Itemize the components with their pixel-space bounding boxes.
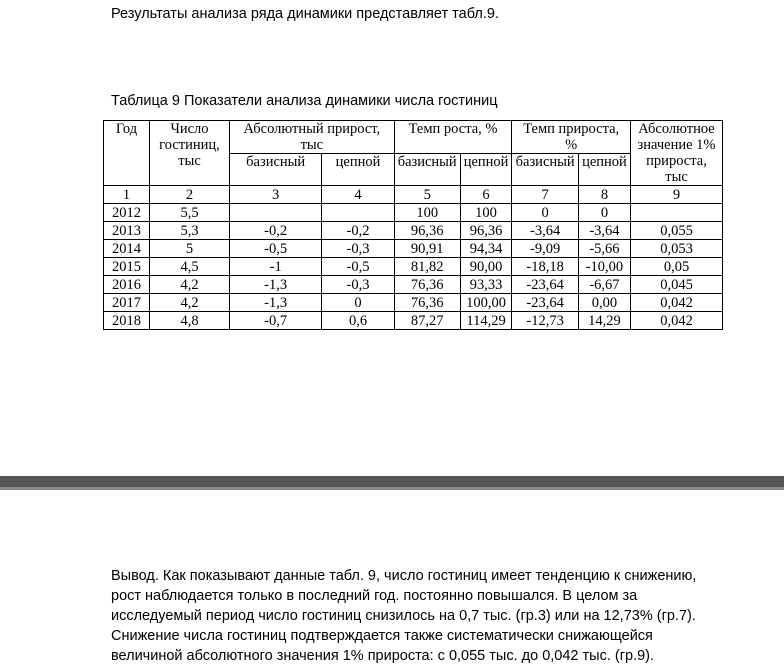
column-number: 3 bbox=[230, 186, 322, 204]
header-abs-growth: Абсолютный прирост, тыс bbox=[230, 121, 395, 154]
table-cell: 93,33 bbox=[460, 276, 512, 294]
table-cell: 0,042 bbox=[631, 312, 723, 330]
table-cell: 87,27 bbox=[394, 312, 460, 330]
table-cell: 100 bbox=[394, 204, 460, 222]
subheader-chain: цепной bbox=[578, 154, 630, 186]
table-cell: 4,8 bbox=[150, 312, 230, 330]
table-cell: -5,66 bbox=[578, 240, 630, 258]
table-body bbox=[104, 186, 723, 330]
table-cell: -0,7 bbox=[230, 312, 322, 330]
table-row bbox=[104, 204, 723, 222]
column-number: 2 bbox=[150, 186, 230, 204]
table-cell: 2015 bbox=[104, 258, 150, 276]
table-cell: -9,09 bbox=[512, 240, 578, 258]
table-cell bbox=[322, 204, 394, 222]
column-number: 4 bbox=[322, 186, 394, 204]
table-cell: 0,055 bbox=[631, 222, 723, 240]
table-cell: -23,64 bbox=[512, 276, 578, 294]
table-cell: -23,64 bbox=[512, 294, 578, 312]
table-cell: -0,5 bbox=[230, 240, 322, 258]
table-cell: 4,2 bbox=[150, 294, 230, 312]
table-cell: 5 bbox=[150, 240, 230, 258]
table-row bbox=[104, 276, 723, 294]
table-cell: 5,3 bbox=[150, 222, 230, 240]
table-cell: 2017 bbox=[104, 294, 150, 312]
header-count: Число гостиниц, тыс bbox=[150, 121, 230, 186]
intro-text: Результаты анализа ряда динамики представляет табл.9. bbox=[111, 6, 499, 22]
table-cell: 96,36 bbox=[394, 222, 460, 240]
subheader-basic: базисный bbox=[230, 154, 322, 186]
table-cell: -18,18 bbox=[512, 258, 578, 276]
table-cell: -6,67 bbox=[578, 276, 630, 294]
header-abs-value: Абсолютное значение 1% прироста, тыс bbox=[631, 121, 723, 186]
table-cell: 2014 bbox=[104, 240, 150, 258]
table-cell: 90,00 bbox=[460, 258, 512, 276]
table-cell: 0,05 bbox=[631, 258, 723, 276]
table-cell: -1 bbox=[230, 258, 322, 276]
table-cell: -0,2 bbox=[322, 222, 394, 240]
column-number: 7 bbox=[512, 186, 578, 204]
column-number-row bbox=[104, 186, 723, 204]
column-number: 1 bbox=[104, 186, 150, 204]
table-row bbox=[104, 222, 723, 240]
conclusion-text: Вывод. Как показывают данные табл. 9, число гостиниц имеет тенденцию к снижению, рост наблюдается только в последний год. постоянно повышался. В целом за исследуемый период число гостиниц снизилось на 0,7 тыс. (гр.3) или на 12,73% (гр.7). Снижение числа гостиниц подтверждается также систематически снижающейся величиной абсолютного значения 1% прироста: с 0,055 тыс. до 0,042 тыс. (гр.9). bbox=[111, 568, 697, 664]
subheader-basic: базисный bbox=[394, 154, 460, 186]
table-cell: 0,00 bbox=[578, 294, 630, 312]
subheader-basic: базисный bbox=[512, 154, 578, 186]
table-cell: 96,36 bbox=[460, 222, 512, 240]
header-year: Год bbox=[104, 121, 150, 186]
table-row bbox=[104, 294, 723, 312]
table-cell: -12,73 bbox=[512, 312, 578, 330]
table-cell bbox=[631, 204, 723, 222]
table-cell: 5,5 bbox=[150, 204, 230, 222]
header-increase-rate: Темп прироста, % bbox=[512, 121, 631, 154]
table-row bbox=[104, 312, 723, 330]
table-cell: 76,36 bbox=[394, 294, 460, 312]
table-cell: -0,2 bbox=[230, 222, 322, 240]
table-cell: -1,3 bbox=[230, 276, 322, 294]
table-cell: 90,91 bbox=[394, 240, 460, 258]
table-cell: 4,2 bbox=[150, 276, 230, 294]
table-cell: 0,042 bbox=[631, 294, 723, 312]
table-cell: 0 bbox=[512, 204, 578, 222]
table-cell: 0 bbox=[578, 204, 630, 222]
column-number: 9 bbox=[631, 186, 723, 204]
table-cell: 81,82 bbox=[394, 258, 460, 276]
subheader-chain: цепной bbox=[460, 154, 512, 186]
table-caption: Таблица 9 Показатели анализа динамики числа гостиниц bbox=[111, 93, 498, 109]
table-cell: 100 bbox=[460, 204, 512, 222]
table-cell: 0,053 bbox=[631, 240, 723, 258]
table-cell: -10,00 bbox=[578, 258, 630, 276]
table-cell: 76,36 bbox=[394, 276, 460, 294]
table-row bbox=[104, 258, 723, 276]
table-cell bbox=[230, 204, 322, 222]
table-row bbox=[104, 240, 723, 258]
table-cell: -0,3 bbox=[322, 276, 394, 294]
column-number: 8 bbox=[578, 186, 630, 204]
table-cell: -3,64 bbox=[578, 222, 630, 240]
table-cell: -0,3 bbox=[322, 240, 394, 258]
table-cell: 100,00 bbox=[460, 294, 512, 312]
table-cell: 2016 bbox=[104, 276, 150, 294]
subheader-chain: цепной bbox=[322, 154, 394, 186]
table-cell: 2012 bbox=[104, 204, 150, 222]
table-cell: 0,045 bbox=[631, 276, 723, 294]
dynamics-table bbox=[103, 120, 723, 330]
table-cell: -0,5 bbox=[322, 258, 394, 276]
header-growth-rate: Темп роста, % bbox=[394, 121, 512, 154]
table-cell: 2018 bbox=[104, 312, 150, 330]
table-cell: 2013 bbox=[104, 222, 150, 240]
column-number: 6 bbox=[460, 186, 512, 204]
table-cell: 4,5 bbox=[150, 258, 230, 276]
table-cell: 0,6 bbox=[322, 312, 394, 330]
table-cell: -3,64 bbox=[512, 222, 578, 240]
column-number: 5 bbox=[394, 186, 460, 204]
page-separator-bar bbox=[0, 476, 784, 490]
table-cell: 114,29 bbox=[460, 312, 512, 330]
table-cell: 94,34 bbox=[460, 240, 512, 258]
table-cell: -1,3 bbox=[230, 294, 322, 312]
table-cell: 0 bbox=[322, 294, 394, 312]
table-cell: 14,29 bbox=[578, 312, 630, 330]
